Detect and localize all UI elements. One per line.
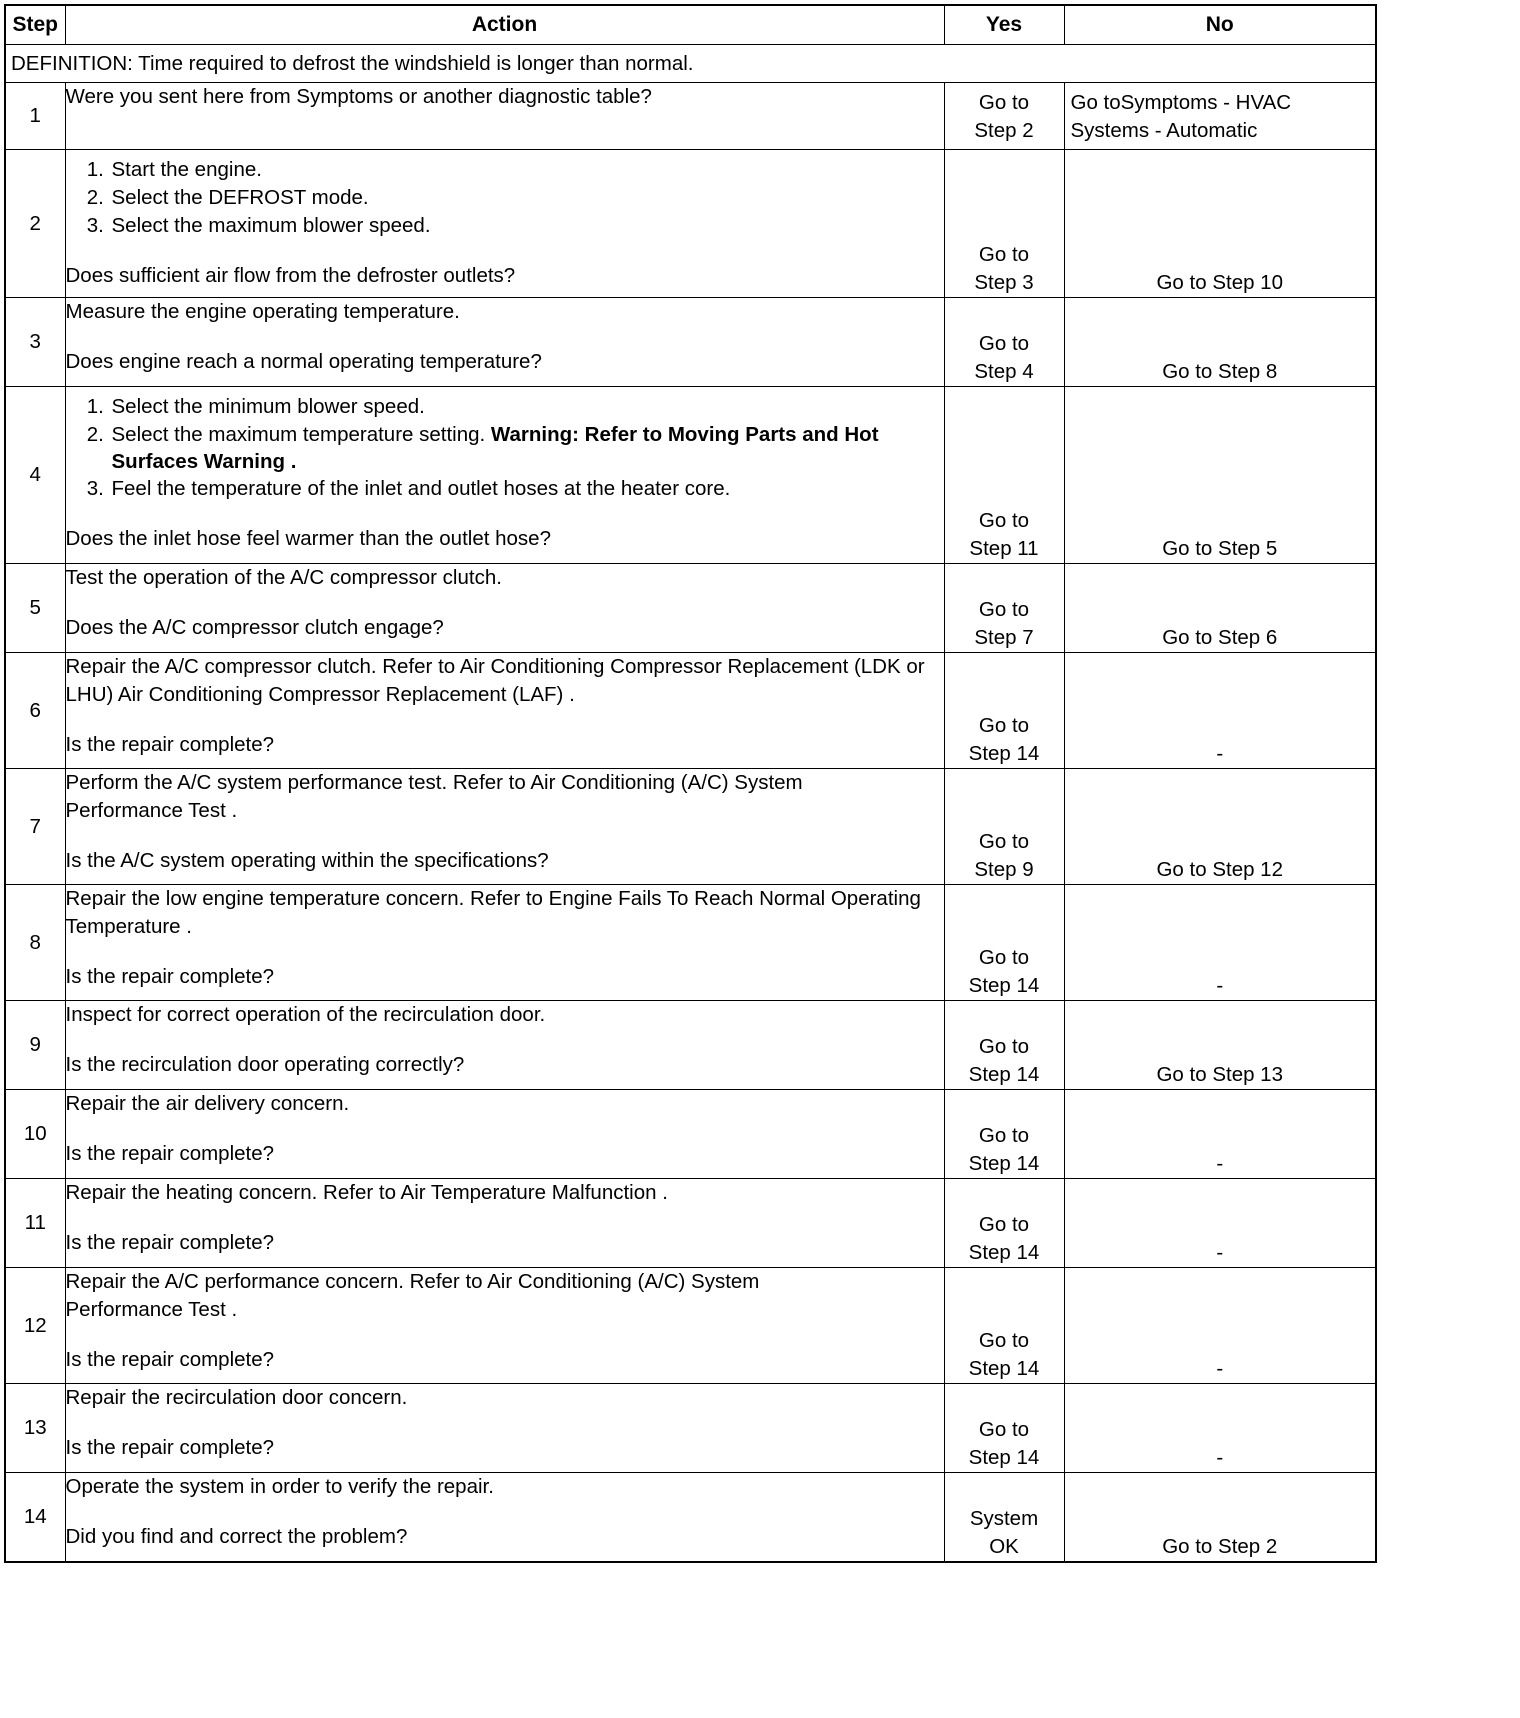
no-cell [1064,653,1376,769]
table-row [5,1473,1376,1562]
diagnostic-table [4,4,1377,1563]
yes-link[interactable]: Go to Step 11 [969,509,1039,560]
action-cell [65,150,944,298]
header-action: Action [65,5,944,45]
action-cell [65,1090,944,1179]
yes-cell [944,150,1064,298]
yes-cell [944,1473,1064,1562]
yes-cell [944,769,1064,885]
table-row [5,1090,1376,1179]
no-cell [1064,1001,1376,1090]
action-cell [65,1179,944,1268]
action-text: Repair the A/C compressor clutch. Refer to Air Conditioning Compressor Replacement (LDK or LHU) Air Conditioning Compressor Replacement (LAF) . [65,655,925,706]
no-cell [1064,1473,1376,1562]
action-cell [65,1268,944,1384]
list-item: 2. Select the DEFROST mode. [110,184,944,212]
no-link[interactable]: Go to Step 6 [1162,626,1278,649]
action-cell [65,885,944,1001]
action-question: Did you find and correct the problem? [65,1525,408,1548]
no-cell [1064,1090,1376,1179]
action-text: Perform the A/C system performance test. Refer to Air Conditioning (A/C) System Performance Test . [65,771,803,822]
definition-text: DEFINITION: Time required to defrost the windshield is longer than normal. [5,45,1376,83]
yes-link[interactable]: Go to Step 2 [974,91,1034,142]
step-number: 7 [5,769,65,885]
no-cell [1064,1268,1376,1384]
yes-link[interactable]: Go to Step 14 [968,1418,1040,1469]
action-text: Repair the low engine temperature concern. Refer to Engine Fails To Reach Normal Operating Temperature . [65,887,921,938]
yes-link[interactable]: Go to Step 14 [968,1035,1040,1086]
step-number: 6 [5,653,65,769]
yes-link[interactable]: Go to Step 4 [974,332,1034,383]
yes-cell [944,885,1064,1001]
no-link[interactable]: Go toSymptoms - HVAC Systems - Automatic [1070,91,1292,142]
yes-cell [944,387,1064,564]
step-number: 2 [5,150,65,298]
action-text: Were you sent here from Symptoms or another diagnostic table? [65,85,652,108]
step-number: 4 [5,387,65,564]
yes-link[interactable]: Go to Step 14 [968,1124,1040,1175]
table-row [5,564,1376,653]
action-cell [65,1473,944,1562]
header-no: No [1064,5,1376,45]
no-link[interactable]: Go to Step 13 [1156,1063,1283,1086]
table-header-row [5,5,1376,45]
action-question: Is the repair complete? [65,1142,275,1165]
action-text: Operate the system in order to verify the repair. [65,1475,494,1498]
step-number: 1 [5,83,65,150]
no-value: - [1216,742,1224,765]
no-cell [1064,387,1376,564]
yes-link[interactable]: Go to Step 7 [974,598,1034,649]
list-item-text: Select the maximum temperature setting. [111,423,486,446]
action-text: Repair the air delivery concern. [65,1092,350,1115]
table-row [5,1001,1376,1090]
yes-cell [944,298,1064,387]
yes-link[interactable]: Go to Step 14 [968,946,1040,997]
yes-link[interactable]: Go to Step 14 [968,1329,1040,1380]
table-row [5,1268,1376,1384]
yes-cell [944,1001,1064,1090]
action-question: Does the inlet hose feel warmer than the outlet hose? [65,527,551,550]
table-row [5,769,1376,885]
warning-reference[interactable]: Warning: Refer to Moving Parts and Hot Surfaces Warning . [111,423,879,473]
action-question: Does sufficient air flow from the defroster outlets? [65,264,516,287]
step-number: 3 [5,298,65,387]
action-cell [65,387,944,564]
step-number: 8 [5,885,65,1001]
yes-link[interactable]: Go to Step 14 [968,1213,1040,1264]
yes-cell [944,564,1064,653]
action-question: Does the A/C compressor clutch engage? [65,616,444,639]
step-number: 14 [5,1473,65,1562]
list-item: 3. Feel the temperature of the inlet and outlet hoses at the heater core. [110,475,944,503]
no-cell [1064,298,1376,387]
action-cell [65,769,944,885]
action-steps-list [66,156,944,240]
definition-row [5,45,1376,83]
list-item: 3. Select the maximum blower speed. [110,212,944,240]
header-step: Step [5,5,65,45]
action-cell [65,1384,944,1473]
step-number: 11 [5,1179,65,1268]
list-item: 1. Select the minimum blower speed. [110,393,944,421]
no-link[interactable]: Go to Step 12 [1156,858,1283,881]
no-link[interactable]: Go to Step 8 [1162,360,1278,383]
action-question: Is the repair complete? [65,733,275,756]
no-cell [1064,1384,1376,1473]
action-question: Is the A/C system operating within the specifications? [65,849,549,872]
no-value: - [1216,1152,1224,1175]
no-link[interactable]: Go to Step 5 [1162,537,1278,560]
action-question: Does engine reach a normal operating temperature? [65,350,542,373]
no-cell [1064,769,1376,885]
yes-cell [944,653,1064,769]
list-item: 1. Start the engine. [110,156,944,184]
no-cell [1064,564,1376,653]
list-item [110,421,944,475]
action-cell [65,298,944,387]
yes-link[interactable]: System OK [969,1506,1039,1558]
table-row [5,1179,1376,1268]
yes-link[interactable]: Go to Step 14 [968,714,1040,765]
table-row [5,298,1376,387]
table-row [5,1384,1376,1473]
action-text: Test the operation of the A/C compressor clutch. [65,566,502,589]
action-text: Measure the engine operating temperature. [65,300,460,323]
yes-link[interactable]: Go to Step 9 [974,830,1034,881]
action-question: Is the repair complete? [65,1436,275,1459]
action-cell [65,83,944,150]
action-cell [65,1001,944,1090]
step-number: 5 [5,564,65,653]
action-text: Repair the recirculation door concern. [65,1386,408,1409]
no-cell [1064,150,1376,298]
step-number: 13 [5,1384,65,1473]
yes-cell [944,1268,1064,1384]
no-value: - [1216,1357,1224,1380]
action-question: Is the repair complete? [65,965,275,988]
no-link[interactable]: Go to Step 10 [1156,271,1283,294]
no-value: - [1216,974,1224,997]
action-text: Repair the A/C performance concern. Refer to Air Conditioning (A/C) System Performance Test . [65,1270,760,1321]
no-cell [1064,1179,1376,1268]
header-yes: Yes [944,5,1064,45]
yes-cell [944,83,1064,150]
action-question: Is the repair complete? [65,1348,275,1371]
yes-link[interactable]: Go to Step 3 [974,243,1034,294]
action-question: Is the recirculation door operating correctly? [65,1053,465,1076]
no-link[interactable]: Go to Step 2 [1162,1534,1278,1558]
action-text: Repair the heating concern. Refer to Air Temperature Malfunction . [65,1181,668,1204]
action-cell [65,653,944,769]
yes-cell [944,1384,1064,1473]
table-row [5,387,1376,564]
no-cell [1064,83,1376,150]
step-number: 12 [5,1268,65,1384]
table-row [5,653,1376,769]
yes-cell [944,1179,1064,1268]
table-row [5,83,1376,150]
table-row [5,885,1376,1001]
table-row [5,150,1376,298]
action-steps-list [66,393,944,503]
no-value: - [1216,1446,1224,1469]
no-cell [1064,885,1376,1001]
action-cell [65,564,944,653]
yes-cell [944,1090,1064,1179]
action-question: Is the repair complete? [65,1231,275,1254]
step-number: 9 [5,1001,65,1090]
action-text: Inspect for correct operation of the recirculation door. [65,1003,546,1026]
step-number: 10 [5,1090,65,1179]
no-value: - [1216,1241,1224,1264]
